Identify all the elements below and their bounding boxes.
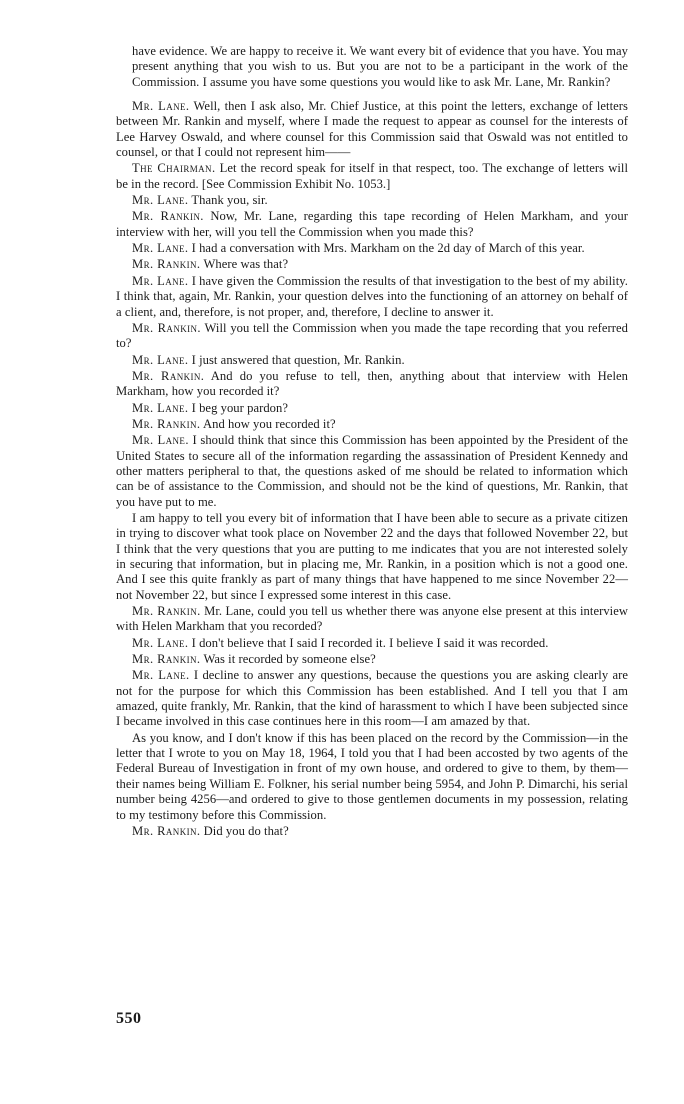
testimony-text (116, 44, 628, 840)
paragraph: Mr. Lane. I should think that since this Commission has been appointed by the President of the United States to secure all of the information regarding the assassination of President Kennedy and other matters peripheral to that, the questions asked of me should be related to information which can be of assistance to the Commission, and should not be the kind of questions, Mr. Rankin, that you have put to me. (116, 433, 628, 509)
speaker-name: Mr. Lane. (132, 193, 189, 208)
paragraph: The Chairman. Let the record speak for itself in that respect, too. The exchange of letters will be in the record. [See Commission Exhibit No. 1053.] (116, 161, 629, 191)
paragraph: Mr. Rankin. Will you tell the Commission when you made the tape recording that you referred to? (116, 320, 628, 351)
paragraph: I am happy to tell you every bit of information that I have been able to secure as a private citizen in trying to discover what took place on November 22 and the days that followed November 22, but I think that the very questions that you are putting to me indicates that you are not interested solely in securing that information, but in placing me, Mr. Rankin, in a position which is not a good one. And I see this quite frankly as part of many things that have happened to me since November 22—not November 22, but since I expressed some interest in this case. (116, 510, 628, 602)
speaker-name: Mr. Lane. (132, 352, 189, 367)
speaker-name: The Chairman. (132, 161, 216, 176)
paragraph: Mr. Rankin. Now, Mr. Lane, regarding this tape recording of Helen Markham, and your interview with her, will you tell the Commission when you made this? (116, 209, 628, 239)
page-number: 550 (116, 1010, 142, 1027)
paragraph: Mr. Lane. I decline to answer any questions, because the questions you are asking clearly are not for the purpose for which this Commission has been established. And I tell you that I am amazed, quite frankly, Mr. Rankin, that the kind of harassment to which I have been subjected since I became involved in this case continues here in this room—I am amazed by that. (116, 668, 629, 729)
paragraph: Mr. Rankin. And how you recorded it? (132, 416, 336, 431)
speaker-name: Mr. Lane. (132, 433, 189, 448)
paragraph: As you know, and I don't know if this has been placed on the record by the Commission—in the letter that I wrote to you on May 18, 1964, I told you that I had been accosted by two agents of the Federal Bureau of Investigation in front of my own house, and ordered to give to them, by them—their names being William E. Folkner, his serial number being 5954, and John P. Dimarchi, his serial number being 4256—and ordered to give to those gentlemen documents in my possession, relating to my testimony before this Commission. (116, 730, 628, 822)
speaker-name: Mr. Rankin. (132, 823, 201, 838)
speaker-name: Mr. Lane. (132, 635, 189, 650)
speaker-name: Mr. Rankin. (132, 257, 201, 272)
paragraph: Mr. Lane. I beg your pardon? (132, 400, 289, 415)
paragraph: Mr. Rankin. Was it recorded by someone else? (132, 652, 376, 667)
paragraph: Mr. Lane. I just answered that question, Mr. Rankin. (132, 352, 405, 367)
speaker-name: Mr. Lane. (132, 99, 190, 114)
speaker-name: Mr. Rankin. (132, 209, 204, 224)
paragraph: Mr. Rankin. Where was that? (132, 257, 289, 272)
paragraph: Mr. Lane. I don't believe that I said I recorded it. I believe I said it was recorded. (132, 635, 549, 650)
paragraph: have evidence. We are happy to receive it. We want every bit of evidence that you have. You may present anything that you wish to us. But you are not to be a participant in the work of the Commission. I assume you have some questions you would like to ask Mr. Lane, Mr. Rankin? (132, 44, 628, 89)
speaker-name: Mr. Lane. (132, 241, 189, 256)
speaker-name: Mr. Rankin. (132, 604, 201, 619)
paragraph: Mr. Lane. I had a conversation with Mrs. Markham on the 2d day of March of this year. (132, 241, 585, 256)
paragraph: Mr. Lane. Well, then I ask also, Mr. Chief Justice, at this point the letters, exchange of letters between Mr. Rankin and myself, where I made the request to appear as counsel for the interests of Lee Harvey Oswald, and where counsel for this Commission said that Oswald was not entitled to counsel, or that I could not represent him—— (116, 99, 628, 160)
paragraph: Mr. Lane. I have given the Commission the results of that investigation to the best of my ability. I think that, again, Mr. Rankin, your question delves into the functioning of an attorney on behalf of a client, and, therefore, is not proper, and, therefore, I decline to answer it. (116, 273, 629, 319)
speaker-name: Mr. Rankin. (132, 416, 201, 431)
paragraph: Mr. Rankin. Did you do that? (132, 823, 289, 838)
speaker-name: Mr. Rankin. (132, 368, 205, 383)
speaker-name: Mr. Rankin. (132, 652, 201, 667)
paragraph: Mr. Rankin. And do you refuse to tell, then, anything about that interview with Helen Markham, how you recorded it? (116, 368, 628, 399)
paragraph: Mr. Rankin. Mr. Lane, could you tell us whether there was anyone else present at this interview with Helen Markham that you recorded? (116, 604, 629, 634)
speaker-name: Mr. Lane. (132, 273, 189, 288)
paragraph: Mr. Lane. Thank you, sir. (132, 193, 268, 208)
speaker-name: Mr. Lane. (132, 668, 190, 683)
speaker-name: Mr. Lane. (132, 400, 189, 415)
speaker-name: Mr. Rankin. (132, 320, 201, 335)
